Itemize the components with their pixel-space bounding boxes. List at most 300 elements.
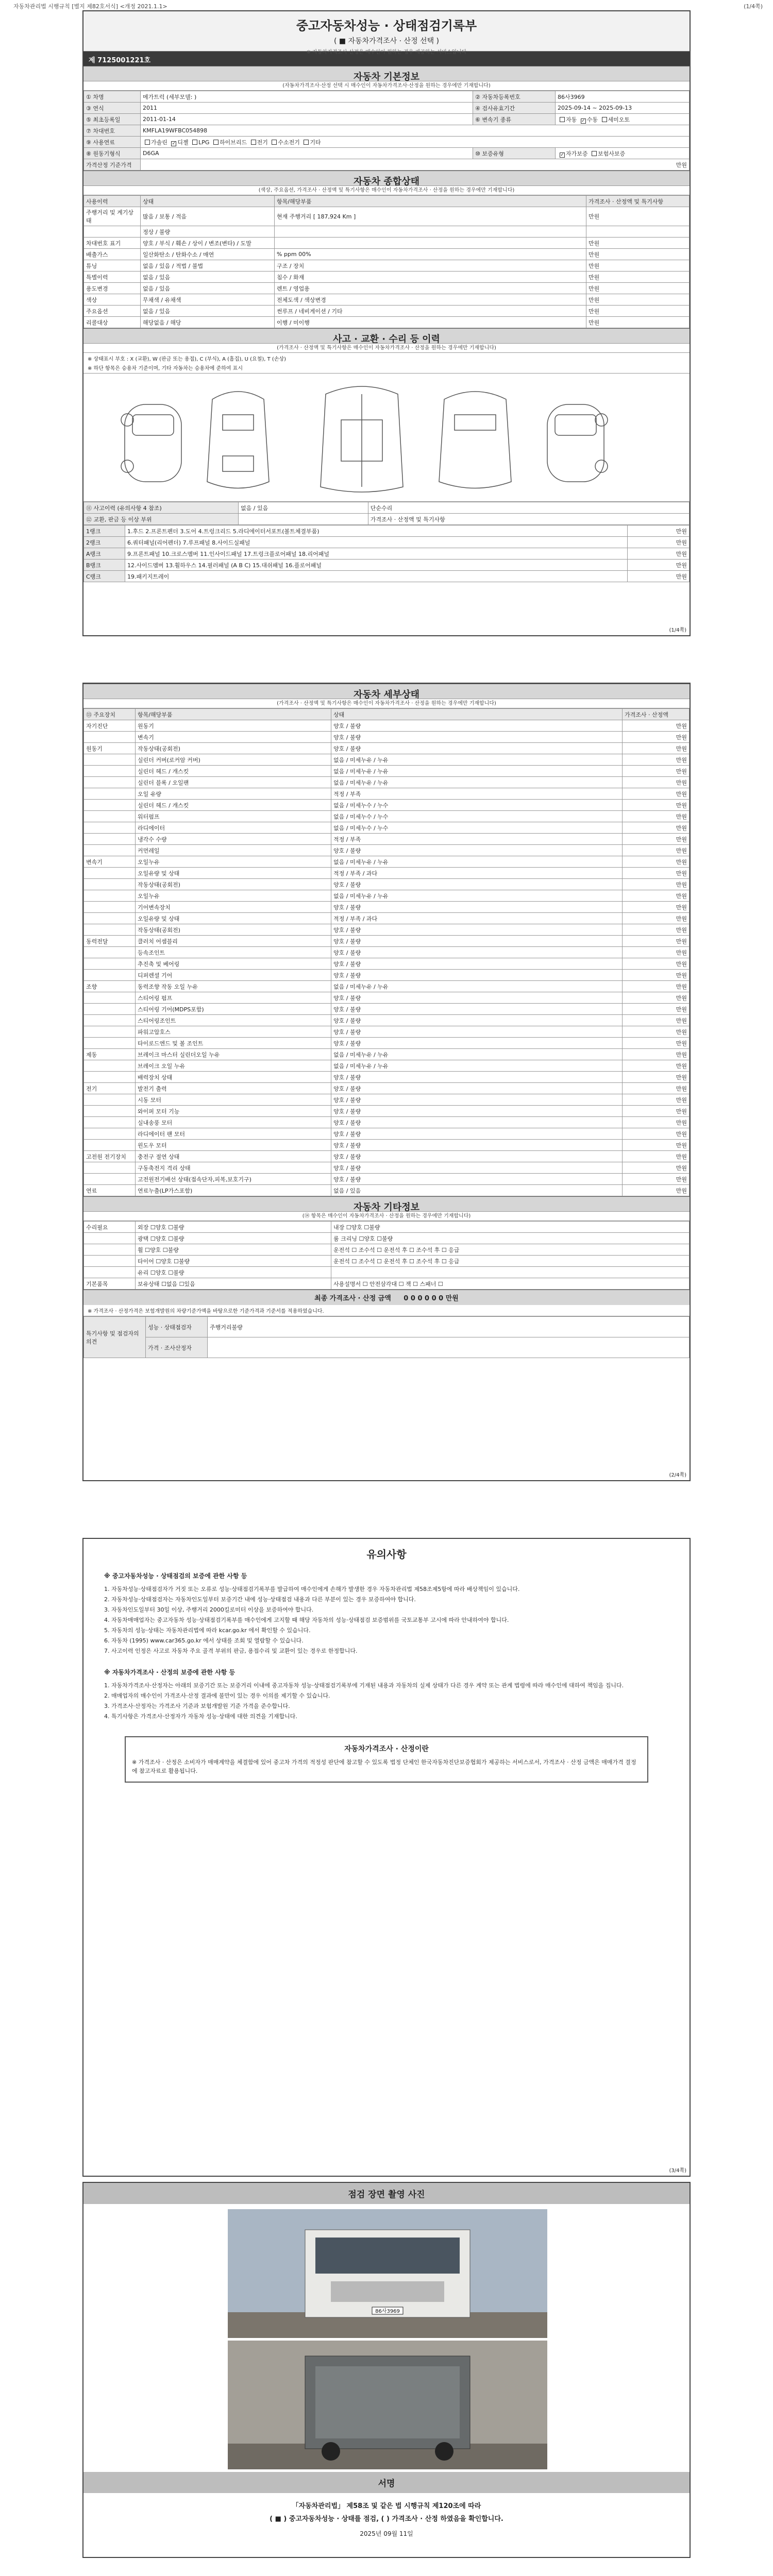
detail-row [84, 981, 690, 992]
detail-cell-s: 없음 / 미세누수 / 누수 [331, 811, 623, 822]
overall-cell-u: 만원 [586, 249, 690, 260]
detail-cell-g: 조향 [84, 981, 136, 992]
etc-cell-b [331, 1267, 690, 1278]
overall-cell-s: 없음 / 있음 / 적법 / 불법 [141, 260, 275, 272]
detail-row [84, 1151, 690, 1162]
detail-cell-i: 스티어링 펌프 [136, 992, 331, 1004]
detail-row [84, 834, 690, 845]
detail-cell-s: 없음 / 있음 [331, 1185, 623, 1196]
detail-cell-g [84, 890, 136, 902]
detail-cell-g [84, 822, 136, 834]
detail-cell-s: 양호 / 불량 [331, 1162, 623, 1174]
etc-cell-a: 광택 ☐양호 ☐불량 [136, 1233, 331, 1244]
detail-cell-g: 연료 [84, 1185, 136, 1196]
detail-cell-i: 발전기 출력 [136, 1083, 331, 1094]
fuel-opt-label: 수소전기 [278, 139, 300, 146]
overall-cell-v: 렌트 / 영업용 [275, 283, 586, 294]
etc-cell-l: 기본품목 [84, 1278, 136, 1290]
detail-cell-s: 양호 / 불량 [331, 936, 623, 947]
detail-cell-g: 원동기 [84, 743, 136, 754]
outer-items: 19.패키지트레이 [125, 571, 628, 582]
detail-cell-i: 실린더 헤드 / 개스킷 [136, 766, 331, 777]
detail-unit: 만원 [623, 1072, 690, 1083]
photo-area [83, 2204, 690, 2472]
overall-cell-l: 주요옵션 [84, 306, 141, 317]
basic-info-title: 자동차 기본정보 [83, 66, 690, 81]
detail-cell-g [84, 1015, 136, 1026]
detail-row [84, 1106, 690, 1117]
etc-cell-l [84, 1267, 136, 1278]
engine-label: ⑧ 원동기형식 [84, 148, 141, 159]
overall-cell-v [275, 238, 586, 249]
detail-cell-s: 없음 / 미세누유 / 누유 [331, 766, 623, 777]
detail-unit: 만원 [623, 1174, 690, 1185]
fuel-checkbox[interactable] [171, 141, 176, 146]
car-outline-diagram [83, 374, 690, 502]
detail-row [84, 1128, 690, 1140]
overall-cell-v: 침수 / 화재 [275, 272, 586, 283]
accident-note: (가격조사 · 산정액 및 특기사항은 매수인이 자동차가격조사 · 산정을 원하는 경우에만 기재합니다) [83, 344, 690, 353]
fuel-checkbox[interactable] [213, 140, 219, 145]
overall-row [84, 238, 690, 249]
detail-cell-s: 양호 / 불량 [331, 732, 623, 743]
detail-cell-i: 고전원전기배선 상태(접속단자,피복,보호기구) [136, 1174, 331, 1185]
warranty-checkbox[interactable] [592, 151, 597, 156]
detail-cell-i: 변속기 [136, 732, 331, 743]
overall-cell-l: 특별이력 [84, 272, 141, 283]
overall-cell-u: 만원 [586, 238, 690, 249]
detail-unit: 만원 [623, 958, 690, 970]
detail-cell-g [84, 800, 136, 811]
overall-cell-l: 튜닝 [84, 260, 141, 272]
detail-row [84, 1015, 690, 1026]
detail-cell-s: 양호 / 불량 [331, 1083, 623, 1094]
inspect-value: 2025-09-14 ~ 2025-09-13 [556, 103, 690, 114]
detail-row [84, 800, 690, 811]
detail-unit: 만원 [623, 754, 690, 766]
inspect-label: ④ 검사유효기간 [473, 103, 556, 114]
fuel-checkbox[interactable] [272, 140, 277, 145]
accident-table [83, 502, 690, 525]
etc-note: (⑭ 항목은 매수인이 자동차가격조사 · 산정을 원하는 경우에만 기재합니다) [83, 1212, 690, 1221]
fuel-opt-label: 디젤 [177, 139, 189, 146]
detail-cell-i: 파워고압호스 [136, 1026, 331, 1038]
first-reg-value: 2011-01-14 [141, 114, 473, 125]
detail-cell-i: 배력장치 상태 [136, 1072, 331, 1083]
detail-row [84, 913, 690, 924]
engine-value: D6GA [141, 148, 473, 159]
detail-unit: 만원 [623, 811, 690, 822]
etc-row [84, 1244, 690, 1256]
detail-cell-g [84, 788, 136, 800]
detail-cell-s: 양호 / 불량 [331, 1038, 623, 1049]
fuel-opt-label: 가솔린 [151, 139, 167, 146]
detail-cell-i: 오일 유량 [136, 788, 331, 800]
detail-cell-s: 없음 / 미세누유 / 누유 [331, 1060, 623, 1072]
overall-row [84, 207, 690, 226]
etc-cell-a: 보유상태 ☐없음 ☐있음 [136, 1278, 331, 1290]
detail-col: ⑬ 주요장치 [84, 709, 136, 720]
detail-col: 상태 [331, 709, 623, 720]
price-unit: 만원 [141, 159, 690, 171]
detail-row [84, 743, 690, 754]
detail-cell-s: 없음 / 미세누수 / 누수 [331, 800, 623, 811]
rear-photo [228, 2341, 547, 2469]
trans-checkbox-manual[interactable] [581, 118, 586, 124]
truck-front-image [228, 2209, 547, 2338]
detail-cell-i: 구동축전지 격리 상태 [136, 1162, 331, 1174]
outer-rank: A랭크 [84, 548, 125, 560]
detail-cell-g [84, 1072, 136, 1083]
detail-col: 가격조사 · 산정액 [623, 709, 690, 720]
plate-value: 86사3969 [556, 91, 690, 103]
detail-row [84, 1117, 690, 1128]
detail-cell-i: 워터펌프 [136, 811, 331, 822]
vin-label: ⑦ 차대번호 [84, 125, 141, 137]
detail-cell-g [84, 1004, 136, 1015]
page-mark: (3/4쪽) [669, 2168, 686, 2174]
notice-body [83, 1571, 690, 1783]
detail-unit: 만원 [623, 1128, 690, 1140]
overall-col: 가격조사 · 산정액 및 특기사항 [586, 196, 690, 207]
detail-row [84, 1162, 690, 1174]
detail-cell-g [84, 868, 136, 879]
detail-cell-i: 와이퍼 모터 기능 [136, 1106, 331, 1117]
detail-cell-s: 양호 / 불량 [331, 1106, 623, 1117]
detail-cell-i: 실린더 블록 / 오일팬 [136, 777, 331, 788]
detail-row [84, 924, 690, 936]
detail-row [84, 947, 690, 958]
warranty-checkbox[interactable] [560, 152, 565, 158]
outer-row [84, 537, 690, 548]
overall-cell-l: 주행거리 및 계기상태 [84, 207, 141, 226]
notice-item: 7. 사고이력 인정은 사고로 자동차 주요 골격 부위의 판금, 용접수리 및 교환이 있는 경우로 한정합니다. [104, 1648, 358, 1654]
detail-cell-i: 커먼레일 [136, 845, 331, 856]
detail-unit: 만원 [623, 970, 690, 981]
first-reg-label: ⑤ 최초등록일 [84, 114, 141, 125]
overall-row [84, 294, 690, 306]
final-price-note: ※ 가격조사 · 산정가격은 보험개발원의 차량기준가액을 바탕으로한 기준가격과 기준서를 적용하였습니다. [83, 1305, 690, 1316]
detail-unit: 만원 [623, 845, 690, 856]
page-2 [82, 683, 691, 1481]
notice-item: 6. 자동차 (1995) www.car365.go.kr 에서 상태를 조회 및 열람할 수 있습니다. [104, 1637, 304, 1644]
detail-cell-g [84, 1140, 136, 1151]
notice-item: 3. 가격조사·산정자는 가격조사 기준과 보험개발원 기준 가격을 준수합니다. [104, 1703, 290, 1709]
notice-item: 3. 자동차인도일부터 30일 이상, 주행거리 2000킬로미터 이상을 보증하여야 합니다. [104, 1606, 314, 1613]
detail-row [84, 732, 690, 743]
trans-label: ⑥ 변속기 종류 [473, 114, 556, 125]
detail-row [84, 1026, 690, 1038]
overall-cell-v: 썬루프 / 네비게이션 / 기타 [275, 306, 586, 317]
detail-cell-g [84, 992, 136, 1004]
warranty-options [556, 148, 690, 159]
detail-cell-i: 동력조향 작동 오일 누유 [136, 981, 331, 992]
accident-parts-extra: 가격조사 · 산정액 및 특기사항 [368, 514, 689, 525]
trans-checkbox-auto[interactable] [560, 117, 565, 122]
accident-legend: ※ 상태표시 부호 : X (교환), W (판금 또는 용접), C (부식), A (흠집), U (요철), T (손상) [88, 357, 287, 362]
detail-unit: 만원 [623, 913, 690, 924]
remark-row-value: 주행거리불량 [208, 1317, 690, 1337]
detail-cell-s: 없음 / 미세누유 / 누유 [331, 754, 623, 766]
overall-cell-v [275, 226, 586, 238]
etc-row [84, 1278, 690, 1290]
detail-cell-s: 양호 / 불량 [331, 1015, 623, 1026]
overall-cell-l: 용도변경 [84, 283, 141, 294]
detail-cell-s: 양호 / 불량 [331, 1140, 623, 1151]
detail-cell-s: 양호 / 불량 [331, 1094, 623, 1106]
detail-cell-g [84, 834, 136, 845]
fuel-opt-label: LPG [198, 139, 210, 146]
remark-row-label: 가격 · 조사산정자 [146, 1337, 208, 1358]
detail-cell-s: 양호 / 불량 [331, 924, 623, 936]
page-mark: (2/4쪽) [669, 1472, 686, 1478]
detail-row [84, 970, 690, 981]
overall-col: 항목/해당부품 [275, 196, 586, 207]
outer-unit: 만원 [628, 571, 690, 582]
detail-row [84, 1140, 690, 1151]
final-price-value: 0 0 0 0 0 0 만원 [404, 1295, 459, 1302]
overall-cell-s: 양호 / 부식 / 훼손 / 상이 / 변조(변타) / 도말 [141, 238, 275, 249]
outer-unit: 만원 [628, 560, 690, 571]
detail-row [84, 845, 690, 856]
fuel-checkbox[interactable] [304, 140, 309, 145]
overall-cell-v: % ppm 00% [275, 249, 586, 260]
detail-unit: 만원 [623, 1106, 690, 1117]
overall-row [84, 249, 690, 260]
overall-cell-v: 이행 / 미이행 [275, 317, 586, 328]
detail-row [84, 811, 690, 822]
notice-head-2: ※ 자동차가격조사 · 산정의 보증에 관한 사항 등 [104, 1669, 236, 1676]
detail-row [84, 822, 690, 834]
detail-row [84, 902, 690, 913]
warranty-opt-label: 보험사보증 [598, 150, 626, 157]
detail-cell-i: 냉각수 수량 [136, 834, 331, 845]
accident-parts-label: ⑫ 교환, 판금 등 이상 부위 [84, 514, 239, 525]
basic-info-table [83, 91, 690, 171]
outer-items: 6.쿼터패널(리어펜더) 7.루프패널 8.사이드실패널 [125, 537, 628, 548]
detail-cell-s: 양호 / 불량 [331, 1174, 623, 1185]
detail-unit: 만원 [623, 766, 690, 777]
detail-cell-s: 양호 / 불량 [331, 902, 623, 913]
detail-row [84, 1038, 690, 1049]
etc-row [84, 1256, 690, 1267]
price-info-box [125, 1736, 648, 1783]
detail-row [84, 1072, 690, 1083]
doc-header [83, 11, 690, 55]
overall-cell-s: 없음 / 있음 [141, 283, 275, 294]
detail-row [84, 788, 690, 800]
truck-rear-image [228, 2341, 547, 2469]
overall-cell-u: 만원 [586, 283, 690, 294]
fuel-checkbox[interactable] [251, 140, 256, 145]
final-price-label: 최종 가격조사 · 산정 금액 [314, 1295, 391, 1302]
detail-cell-i: 오일유량 및 상태 [136, 913, 331, 924]
detail-cell-s: 양호 / 불량 [331, 720, 623, 732]
final-price-title [83, 1290, 690, 1305]
car-diagram [83, 373, 690, 502]
remark-label: 특기사항 및 점검자의 의견 [84, 1317, 146, 1358]
notice-item: 4. 자동차매매업자는 중고자동차 성능·상태점검기록부를 매수인에게 고지할 때 해당 자동차의 성능·상태점검 보증범위를 국토교통부 고시에 따라 안내하여야 합니다. [104, 1617, 509, 1623]
detail-cell-i: 충전구 절연 상태 [136, 1151, 331, 1162]
outer-rank: C랭크 [84, 571, 125, 582]
detail-cell-g [84, 947, 136, 958]
detail-row [84, 879, 690, 890]
detail-cell-i: 디퍼렌셜 기어 [136, 970, 331, 981]
detail-cell-s: 적정 / 부족 [331, 788, 623, 800]
accident-history-value: 없음 / 있음 [239, 502, 368, 514]
accident-parts-value [239, 514, 368, 525]
overall-cell-s: 해당없음 / 해당 [141, 317, 275, 328]
detail-cell-i: 오일유량 및 상태 [136, 868, 331, 879]
overall-cell-u: 만원 [586, 260, 690, 272]
overall-cell-s: 많음 / 보통 / 적음 [141, 207, 275, 226]
detail-cell-g: 변속기 [84, 856, 136, 868]
etc-row [84, 1267, 690, 1278]
detail-cell-g [84, 902, 136, 913]
detail-row [84, 1094, 690, 1106]
detail-cell-s: 양호 / 불량 [331, 1072, 623, 1083]
detail-cell-i: 실린더 헤드 / 개스킷 [136, 800, 331, 811]
detail-row [84, 856, 690, 868]
detail-cell-i: 추진축 및 베어링 [136, 958, 331, 970]
detail-row [84, 1174, 690, 1185]
car-name-label: ① 차명 [84, 91, 141, 103]
detail-cell-g [84, 1128, 136, 1140]
detail-cell-i: 작동상태(공회전) [136, 743, 331, 754]
detail-cell-i: 타이로드엔드 및 볼 조인트 [136, 1038, 331, 1049]
etc-cell-l [84, 1256, 136, 1267]
outer-rank: 2랭크 [84, 537, 125, 548]
detail-unit: 만원 [623, 1185, 690, 1196]
detail-cell-s: 없음 / 미세누유 / 누유 [331, 1049, 623, 1060]
fuel-checkbox[interactable] [145, 140, 150, 145]
detail-cell-s: 양호 / 불량 [331, 958, 623, 970]
detail-row [84, 754, 690, 766]
fuel-label: ⑨ 사용연료 [84, 137, 141, 148]
detail-cell-g [84, 924, 136, 936]
detail-unit: 만원 [623, 743, 690, 754]
detail-unit: 만원 [623, 1038, 690, 1049]
detail-cell-g [84, 913, 136, 924]
detail-cell-s: 양호 / 불량 [331, 845, 623, 856]
overall-cell-u [586, 226, 690, 238]
overall-cell-v: 현재 주행거리 [ 187,924 Km ] [275, 207, 586, 226]
warranty-opt-label: 자가보증 [566, 150, 588, 157]
outer-unit: 만원 [628, 548, 690, 560]
detail-cell-s: 양호 / 불량 [331, 970, 623, 981]
notice-item: 2. 자동차성능·상태점검자는 자동차인도일부터 보증기간 내에 성능·상태점검 내용과 다른 부분이 있는 경우 보증하여야 합니다. [104, 1596, 416, 1603]
detail-cell-i: 작동상태(공회전) [136, 879, 331, 890]
outer-items: 9.프론트패널 10.크로스멤버 11.인사이드패널 17.트렁크플로어패널 18.리어패널 [125, 548, 628, 560]
etc-title: 자동차 기타정보 [83, 1196, 690, 1212]
overall-cell-l: 색상 [84, 294, 141, 306]
accident-legend-2: ※ 하단 항목은 승용차 기준이며, 기타 자동차는 승용차에 준하여 표시 [88, 366, 243, 371]
overall-cell-s: 없음 / 있음 [141, 272, 275, 283]
year-value: 2011 [141, 103, 473, 114]
detail-row [84, 1060, 690, 1072]
detail-cell-s: 적정 / 부족 / 과다 [331, 913, 623, 924]
price-info-title: 자동차가격조사 · 산정이란 [344, 1745, 429, 1753]
detail-unit: 만원 [623, 1049, 690, 1060]
fuel-checkbox[interactable] [192, 140, 197, 145]
doc-subtitle: ( ■ 자동차가격조사 · 산정 선택 ) [333, 37, 440, 45]
outer-items: 12.사이드멤버 13.휠하우스 14.필러패널 (A B C) 15.대쉬패널 16.플로어패널 [125, 560, 628, 571]
detail-cell-s: 없음 / 미세누유 / 누유 [331, 981, 623, 992]
accident-history-extra: 단순수리 [368, 502, 689, 514]
photo-title: 점검 장면 촬영 사진 [83, 2183, 690, 2204]
overall-note: (색상, 주요옵션, 가격조사 · 산정액 및 특기사항은 매수인이 자동차가격조사 · 산정을 원하는 경우에만 기재합니다) [83, 186, 690, 195]
detail-cell-i: 라디에이터 팬 모터 [136, 1128, 331, 1140]
detail-cell-s: 양호 / 불량 [331, 879, 623, 890]
etc-cell-l: 수리필요 [84, 1222, 136, 1233]
detail-cell-s: 양호 / 불량 [331, 992, 623, 1004]
page-1 [82, 10, 691, 636]
detail-cell-i: 작동상태(공회전) [136, 924, 331, 936]
fuel-options [141, 137, 690, 148]
remark-row-label: 성능 · 상태점검자 [146, 1317, 208, 1337]
warranty-label: ⑩ 보증유형 [473, 148, 556, 159]
detail-row [84, 1083, 690, 1094]
detail-row [84, 777, 690, 788]
detail-unit: 만원 [623, 947, 690, 958]
trans-checkbox-semi[interactable] [602, 117, 607, 122]
detail-unit: 만원 [623, 879, 690, 890]
overall-row [84, 306, 690, 317]
detail-unit: 만원 [623, 1162, 690, 1174]
detail-cell-g [84, 845, 136, 856]
detail-cell-g [84, 970, 136, 981]
detail-unit: 만원 [623, 1140, 690, 1151]
overall-cell-l [84, 226, 141, 238]
outer-row [84, 560, 690, 571]
overall-cell-u: 만원 [586, 272, 690, 283]
etc-cell-b: 사용설명서 ☐ 안전삼각대 ☐ 잭 ☐ 스패너 ☐ [331, 1278, 690, 1290]
detail-unit: 만원 [623, 868, 690, 879]
detail-cell-s: 적정 / 부족 / 과다 [331, 868, 623, 879]
detail-cell-i: 실린더 커버(로커암 커버) [136, 754, 331, 766]
detail-cell-i: 시동 모터 [136, 1094, 331, 1106]
detail-cell-s: 양호 / 불량 [331, 1128, 623, 1140]
outer-rank: 1랭크 [84, 526, 125, 537]
notice-head-1: ※ 중고자동차성능 · 상태점검의 보증에 관한 사항 등 [104, 1572, 247, 1580]
etc-cell-a: 휠 ☐양호 ☐불량 [136, 1244, 331, 1256]
detail-cell-g [84, 1038, 136, 1049]
price-label: 가격산정 기준가격 [84, 159, 141, 171]
overall-row [84, 317, 690, 328]
outer-row [84, 548, 690, 560]
overall-cell-l: 차대번호 표기 [84, 238, 141, 249]
overall-cell-s: 정상 / 불량 [141, 226, 275, 238]
page-4 [82, 2182, 691, 2558]
detail-unit: 만원 [623, 981, 690, 992]
overall-cell-s: 일산화탄소 / 탄화수소 / 매연 [141, 249, 275, 260]
detail-cell-s: 양호 / 불량 [331, 1004, 623, 1015]
detail-cell-g [84, 1094, 136, 1106]
outer-row [84, 571, 690, 582]
detail-cell-s: 양호 / 불량 [331, 947, 623, 958]
detail-cell-i: 기어변속장치 [136, 902, 331, 913]
detail-unit: 만원 [623, 890, 690, 902]
overall-table [83, 195, 690, 328]
etc-cell-a: 유리 ☐양호 ☐불량 [136, 1267, 331, 1278]
detail-cell-s: 없음 / 미세누수 / 누수 [331, 822, 623, 834]
detail-row [84, 992, 690, 1004]
detail-cell-g [84, 1060, 136, 1072]
detail-unit: 만원 [623, 1060, 690, 1072]
remark-row-value [208, 1337, 690, 1358]
detail-unit: 만원 [623, 1117, 690, 1128]
accident-title: 사고 · 교환 · 수리 등 이력 [83, 328, 690, 344]
